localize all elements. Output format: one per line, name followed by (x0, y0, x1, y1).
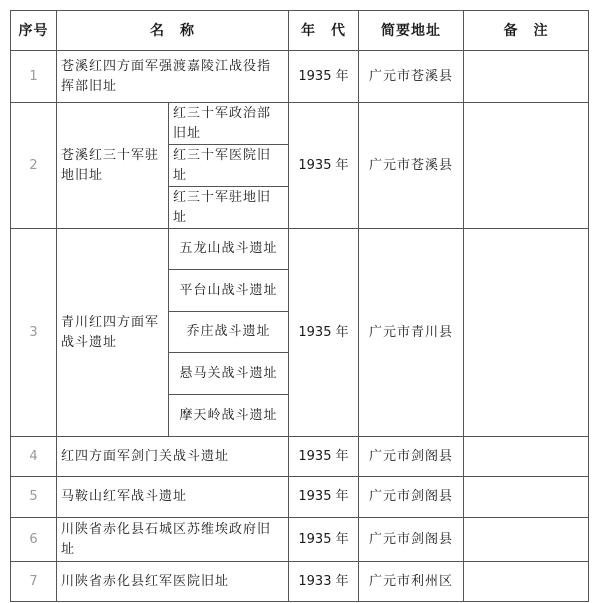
row-note (464, 518, 589, 562)
table-row (11, 229, 589, 270)
row-subsite: 五龙山战斗遗址 (169, 229, 289, 270)
row-subsite: 红三十军医院旧址 (169, 145, 289, 187)
row-address: 广元市剑阁县 (359, 477, 464, 518)
table-row (11, 103, 589, 145)
row-seq: 6 (11, 518, 57, 562)
table-row (11, 477, 589, 518)
row-name: 马鞍山红军战斗遗址 (57, 477, 289, 518)
row-year: 1935 年 (289, 51, 359, 103)
row-year: 1935 年 (289, 229, 359, 437)
row-subsite: 摩天岭战斗遗址 (169, 395, 289, 437)
row-name: 川陕省赤化县石城区苏维埃政府旧址 (57, 518, 289, 562)
table-row (11, 562, 589, 602)
row-seq: 4 (11, 437, 57, 477)
heritage-table (10, 10, 589, 602)
header-era: 年 代 (289, 11, 359, 51)
row-note (464, 562, 589, 602)
row-name: 苍溪红四方面军强渡嘉陵江战役指挥部旧址 (57, 51, 289, 103)
row-note (464, 103, 589, 229)
row-note (464, 437, 589, 477)
row-year: 1935 年 (289, 477, 359, 518)
row-note (464, 51, 589, 103)
header-seq: 序号 (11, 11, 57, 51)
row-address: 广元市剑阁县 (359, 437, 464, 477)
row-address: 广元市利州区 (359, 562, 464, 602)
header-address: 简要地址 (359, 11, 464, 51)
row-seq: 7 (11, 562, 57, 602)
row-year: 1935 年 (289, 437, 359, 477)
header-row (11, 11, 589, 51)
row-subsite: 乔庄战斗遗址 (169, 312, 289, 353)
row-address: 广元市青川县 (359, 229, 464, 437)
row-name: 青川红四方面军战斗遗址 (57, 229, 169, 437)
row-subsite: 红三十军驻地旧址 (169, 187, 289, 229)
row-subsite: 红三十军政治部旧址 (169, 103, 289, 145)
row-seq: 2 (11, 103, 57, 229)
row-seq: 5 (11, 477, 57, 518)
row-year: 1935 年 (289, 518, 359, 562)
header-note: 备 注 (464, 11, 589, 51)
row-year: 1933 年 (289, 562, 359, 602)
row-address: 广元市剑阁县 (359, 518, 464, 562)
table-row (11, 518, 589, 562)
row-name: 苍溪红三十军驻地旧址 (57, 103, 169, 229)
row-address: 广元市苍溪县 (359, 103, 464, 229)
row-name: 川陕省赤化县红军医院旧址 (57, 562, 289, 602)
row-note (464, 229, 589, 437)
row-subsite: 平台山战斗遗址 (169, 270, 289, 312)
row-seq: 3 (11, 229, 57, 437)
row-seq: 1 (11, 51, 57, 103)
header-name: 名 称 (57, 11, 289, 51)
row-subsite: 悬马关战斗遗址 (169, 353, 289, 395)
table-row (11, 51, 589, 103)
row-name: 红四方面军剑门关战斗遗址 (57, 437, 289, 477)
row-note (464, 477, 589, 518)
row-address: 广元市苍溪县 (359, 51, 464, 103)
table-row (11, 437, 589, 477)
row-year: 1935 年 (289, 103, 359, 229)
